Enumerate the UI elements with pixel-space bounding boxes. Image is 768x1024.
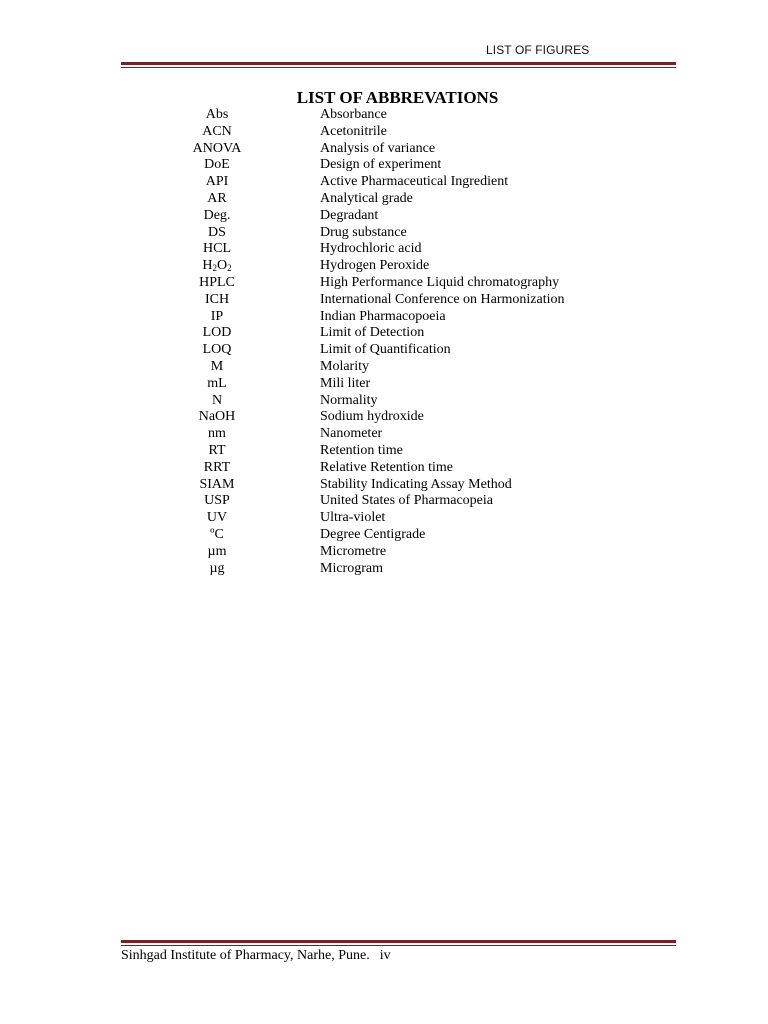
list-item bbox=[0, 258, 768, 275]
abbreviation-definition: High Performance Liquid chromatography bbox=[320, 274, 560, 290]
list-item bbox=[0, 510, 768, 527]
list-item bbox=[0, 376, 768, 393]
abbreviation-definition: Analysis of variance bbox=[320, 140, 436, 156]
abbreviation-term: ºC bbox=[210, 526, 224, 542]
abbreviation-definition: Hydrochloric acid bbox=[320, 241, 422, 257]
abbreviation-term: AR bbox=[207, 190, 227, 206]
abbreviation-term: nm bbox=[208, 426, 226, 442]
abbreviation-term: DoE bbox=[204, 157, 230, 173]
abbreviation-definition: Degree Centigrade bbox=[320, 526, 426, 542]
list-item bbox=[0, 157, 768, 174]
abbreviation-definition: Normality bbox=[320, 392, 378, 408]
abbreviation-definition: Stability Indicating Assay Method bbox=[320, 476, 512, 492]
abbreviation-definition: Molarity bbox=[320, 358, 369, 374]
abbreviation-term: HCL bbox=[203, 241, 231, 257]
list-item bbox=[0, 493, 768, 510]
abbreviation-definition: Analytical grade bbox=[320, 190, 413, 206]
abbreviation-definition: United States of Pharmacopeia bbox=[320, 493, 494, 509]
list-item bbox=[0, 561, 768, 578]
abbreviation-definition: Retention time bbox=[320, 442, 403, 458]
abbreviation-term: UV bbox=[206, 510, 228, 526]
abbreviation-definition: Relative Retention time bbox=[320, 459, 453, 475]
header-rule bbox=[121, 62, 676, 68]
list-item bbox=[0, 141, 768, 158]
abbreviation-definition: Acetonitrile bbox=[320, 123, 387, 139]
abbreviation-term: SIAM bbox=[199, 476, 235, 492]
list-item bbox=[0, 124, 768, 141]
footer-institution: Sinhgad Institute of Pharmacy, Narhe, Pune. bbox=[121, 948, 370, 963]
page-number: iv bbox=[379, 948, 391, 963]
abbreviation-definition: Nanometer bbox=[320, 426, 383, 442]
abbreviation-definition: Mili liter bbox=[320, 375, 371, 391]
list-item bbox=[0, 275, 768, 292]
abbreviation-term: NaOH bbox=[198, 409, 236, 425]
abbreviation-term: ACN bbox=[202, 123, 232, 139]
abbreviation-term: HPLC bbox=[199, 274, 235, 290]
list-item bbox=[0, 393, 768, 410]
abbreviation-definition: Degradant bbox=[320, 207, 379, 223]
abbreviation-definition: Drug substance bbox=[320, 224, 407, 240]
abbreviation-term: LOD bbox=[202, 325, 232, 341]
abbreviation-term: RRT bbox=[203, 459, 231, 475]
abbreviation-term: $H_2O_2$ bbox=[202, 258, 232, 274]
list-item bbox=[0, 544, 768, 561]
abbreviation-definition: Sodium hydroxide bbox=[320, 409, 424, 425]
list-item bbox=[0, 527, 768, 544]
list-item bbox=[0, 191, 768, 208]
footer-rule bbox=[121, 940, 676, 946]
abbreviation-term: ICH bbox=[204, 291, 230, 307]
list-item bbox=[0, 443, 768, 460]
list-item bbox=[0, 409, 768, 426]
abbreviation-term: ANOVA bbox=[192, 140, 242, 156]
abbreviation-term: µm bbox=[207, 543, 227, 559]
abbreviation-definition: International Conference on Harmonization bbox=[320, 291, 565, 307]
abbreviation-term: API bbox=[205, 174, 229, 190]
abbreviation-definition: Ultra-violet bbox=[320, 510, 386, 526]
abbreviation-list bbox=[0, 107, 768, 577]
abbreviation-term: Deg. bbox=[203, 207, 231, 223]
abbreviation-term: µg bbox=[209, 560, 225, 576]
list-item bbox=[0, 174, 768, 191]
page-title: LIST OF ABBREVATIONS bbox=[296, 88, 499, 107]
abbreviation-term: Abs bbox=[205, 107, 229, 122]
abbreviation-term: mL bbox=[207, 375, 227, 391]
list-item bbox=[0, 477, 768, 494]
list-item bbox=[0, 426, 768, 443]
list-item bbox=[0, 359, 768, 376]
abbreviation-term: DS bbox=[208, 224, 226, 240]
abbreviation-definition: Limit of Quantification bbox=[320, 342, 451, 358]
abbreviation-definition: Active Pharmaceutical Ingredient bbox=[320, 174, 509, 190]
abbreviation-definition: Indian Pharmacopoeia bbox=[320, 308, 446, 324]
abbreviation-definition: Absorbance bbox=[320, 107, 387, 122]
abbreviation-term: IP bbox=[210, 308, 224, 324]
footer bbox=[121, 948, 391, 964]
abbreviation-definition: Microgram bbox=[320, 560, 383, 576]
list-item bbox=[0, 342, 768, 359]
abbreviation-definition: Limit of Detection bbox=[320, 325, 425, 341]
abbreviation-definition: Micrometre bbox=[320, 543, 387, 559]
abbreviation-definition: Hydrogen Peroxide bbox=[320, 258, 430, 274]
list-item bbox=[0, 208, 768, 225]
list-item bbox=[0, 225, 768, 242]
abbreviation-term: USP bbox=[204, 493, 230, 509]
abbreviation-term: RT bbox=[208, 442, 226, 458]
list-item bbox=[0, 241, 768, 258]
list-item bbox=[0, 107, 768, 124]
running-header: LIST OF FIGURES bbox=[486, 43, 590, 57]
list-item bbox=[0, 460, 768, 477]
list-item bbox=[0, 325, 768, 342]
abbreviation-term: N bbox=[211, 392, 223, 408]
abbreviation-term: LOQ bbox=[202, 342, 232, 358]
list-item bbox=[0, 292, 768, 309]
abbreviation-term: M bbox=[210, 358, 224, 374]
abbreviation-definition: Design of experiment bbox=[320, 157, 442, 173]
list-item bbox=[0, 309, 768, 326]
